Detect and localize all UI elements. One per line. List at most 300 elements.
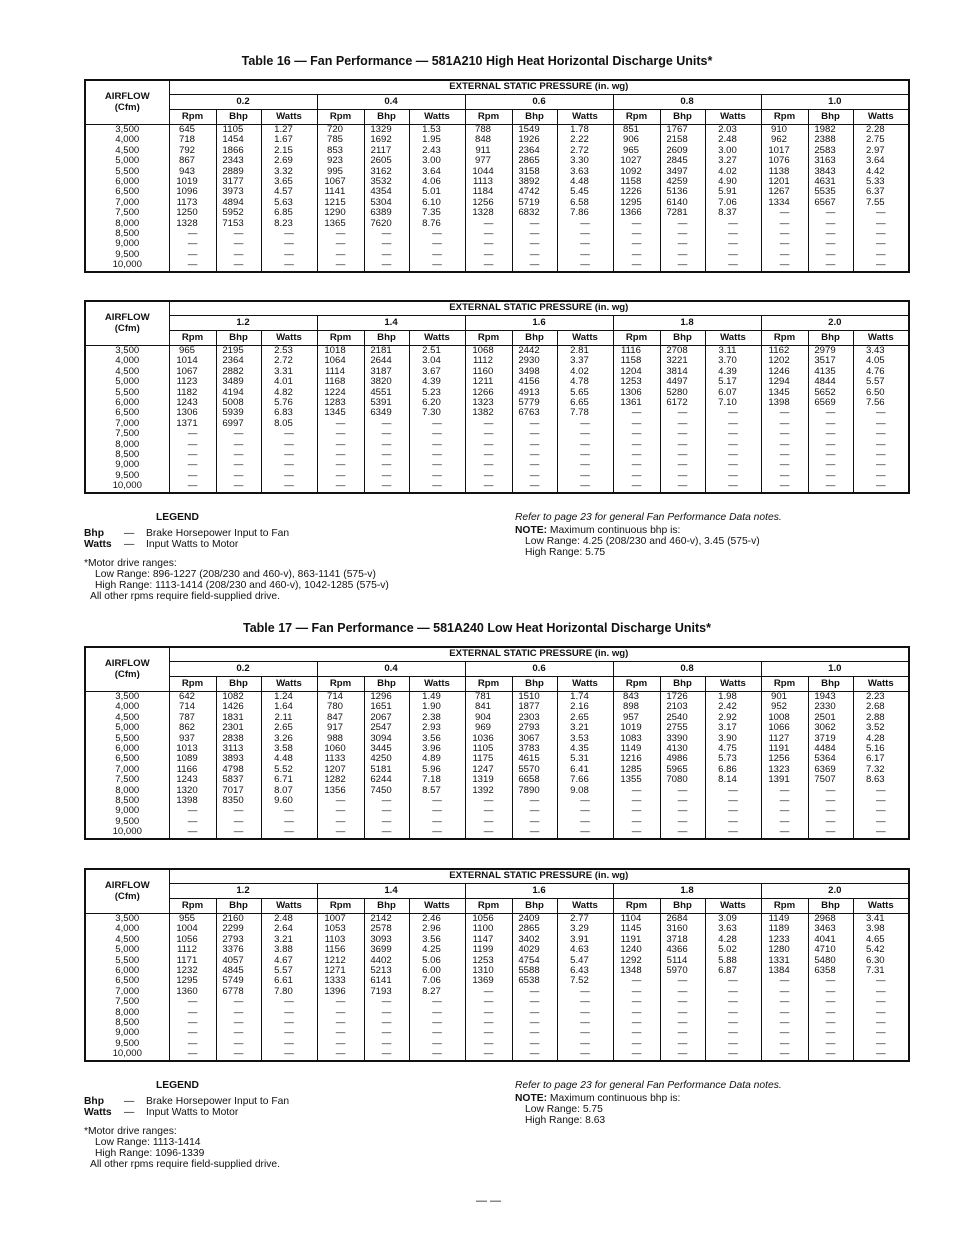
- data-cell: —: [853, 827, 909, 838]
- data-cell: 1982: [808, 125, 853, 136]
- column-header: Rpm: [761, 677, 808, 692]
- data-cell: 3517: [808, 356, 853, 366]
- data-cell: —: [317, 481, 364, 492]
- airflow-cell: 9,500: [115, 469, 140, 481]
- data-cell: —: [169, 817, 216, 827]
- data-cell: 901: [761, 692, 808, 703]
- data-cell: 1105: [465, 744, 512, 754]
- data-cell: 1280: [761, 945, 808, 955]
- data-cell: 3.37: [557, 356, 613, 366]
- pressure-header: 1.4: [317, 884, 465, 899]
- data-cell: 2838: [216, 734, 261, 744]
- data-cell: —: [364, 1028, 409, 1038]
- data-cell: —: [317, 440, 364, 450]
- data-cell: 1361: [613, 398, 660, 408]
- data-cell: 3.58: [261, 744, 317, 754]
- data-cell: —: [216, 481, 261, 492]
- data-cell: 1156: [317, 945, 364, 955]
- data-cell: 2609: [660, 146, 705, 156]
- data-cell: 4.05: [853, 356, 909, 366]
- data-cell: —: [409, 460, 465, 470]
- data-cell: 1067: [317, 177, 364, 187]
- pressure-header: 0.4: [317, 662, 465, 677]
- data-cell: 6997: [216, 419, 261, 429]
- data-cell: —: [613, 806, 660, 816]
- data-cell: 6.85: [261, 208, 317, 218]
- pressure-header: 1.0: [761, 662, 909, 677]
- data-cell: —: [409, 250, 465, 260]
- airflow-cell: 6,000: [115, 743, 140, 755]
- data-cell: —: [761, 460, 808, 470]
- data-cell: —: [613, 1039, 660, 1049]
- data-cell: 1149: [761, 914, 808, 925]
- data-cell: —: [216, 239, 261, 249]
- data-cell: —: [613, 987, 660, 997]
- data-cell: 4259: [660, 177, 705, 187]
- data-cell: —: [261, 440, 317, 450]
- data-cell: 988: [317, 734, 364, 744]
- data-cell: 1066: [761, 723, 808, 733]
- column-header: Rpm: [613, 677, 660, 692]
- data-cell: 7017: [216, 786, 261, 796]
- data-cell: —: [216, 260, 261, 271]
- data-cell: 1877: [512, 702, 557, 712]
- data-cell: 3.00: [705, 146, 761, 156]
- data-cell: 1141: [317, 187, 364, 197]
- airflow-cell: 7,000: [115, 985, 140, 997]
- data-cell: —: [557, 481, 613, 492]
- data-cell: —: [409, 440, 465, 450]
- data-cell: —: [317, 1008, 364, 1018]
- data-cell: —: [216, 1008, 261, 1018]
- pressure-header: 1.8: [613, 884, 761, 899]
- pressure-header: 1.6: [465, 316, 613, 331]
- data-cell: 7.18: [409, 775, 465, 785]
- data-cell: 962: [761, 135, 808, 145]
- data-cell: —: [761, 1049, 808, 1060]
- data-cell: —: [317, 471, 364, 481]
- data-cell: —: [557, 250, 613, 260]
- airflow-cell: 5,000: [115, 944, 140, 956]
- data-cell: 1160: [465, 367, 512, 377]
- data-cell: —: [169, 440, 216, 450]
- airflow-cell: 4,500: [115, 144, 140, 156]
- data-cell: —: [705, 471, 761, 481]
- data-cell: —: [557, 219, 613, 229]
- data-cell: 5280: [660, 388, 705, 398]
- data-cell: 1067: [169, 367, 216, 377]
- data-cell: —: [409, 827, 465, 838]
- airflow-header: [85, 647, 169, 692]
- data-cell: 3.63: [557, 167, 613, 177]
- airflow-cell: 9,000: [115, 238, 140, 250]
- data-cell: 7.32: [853, 765, 909, 775]
- data-cell: —: [705, 440, 761, 450]
- data-cell: 1211: [465, 377, 512, 387]
- data-cell: —: [409, 260, 465, 271]
- column-header: Rpm: [169, 110, 216, 125]
- data-cell: 1113: [465, 177, 512, 187]
- data-cell: —: [705, 786, 761, 796]
- data-cell: 2.75: [853, 135, 909, 145]
- data-cell: —: [761, 440, 808, 450]
- column-header: Watts: [261, 331, 317, 346]
- data-cell: —: [465, 239, 512, 249]
- data-cell: —: [761, 219, 808, 229]
- pressure-header: 0.2: [169, 662, 317, 677]
- data-cell: 2547: [364, 723, 409, 733]
- data-cell: 6538: [512, 976, 557, 986]
- data-cell: —: [705, 1028, 761, 1038]
- data-cell: 2.53: [261, 346, 317, 357]
- data-cell: 5.33: [853, 177, 909, 187]
- data-cell: 5.31: [557, 754, 613, 764]
- data-cell: —: [705, 827, 761, 838]
- data-cell: 4615: [512, 754, 557, 764]
- data-cell: 1127: [761, 734, 808, 744]
- data-cell: —: [261, 481, 317, 492]
- data-cell: —: [364, 806, 409, 816]
- data-cell: —: [660, 229, 705, 239]
- data-cell: 3158: [512, 167, 557, 177]
- data-cell: —: [364, 997, 409, 1007]
- data-cell: —: [409, 239, 465, 249]
- data-cell: —: [317, 460, 364, 470]
- data-cell: 5181: [364, 765, 409, 775]
- data-cell: 7.66: [557, 775, 613, 785]
- airflow-cell: 10,000: [112, 1048, 142, 1060]
- data-cell: —: [853, 997, 909, 1007]
- data-cell: —: [761, 408, 808, 418]
- data-cell: —: [216, 1049, 261, 1060]
- data-cell: —: [465, 1039, 512, 1049]
- data-cell: 5.88: [705, 956, 761, 966]
- legend: [84, 1080, 289, 1170]
- data-cell: 1329: [364, 125, 409, 136]
- data-cell: 2.23: [853, 692, 909, 703]
- data-cell: 3699: [364, 945, 409, 955]
- legend-abbr: Watts: [84, 1107, 112, 1118]
- data-cell: 2.77: [557, 914, 613, 925]
- data-cell: —: [261, 229, 317, 239]
- data-cell: —: [409, 429, 465, 439]
- data-cell: 7507: [808, 775, 853, 785]
- data-cell: —: [169, 260, 216, 271]
- data-cell: 1392: [465, 786, 512, 796]
- data-cell: —: [853, 408, 909, 418]
- data-cell: 1.90: [409, 702, 465, 712]
- data-cell: 1360: [169, 987, 216, 997]
- data-cell: 3.29: [557, 924, 613, 934]
- data-cell: 6172: [660, 398, 705, 408]
- data-cell: 1943: [808, 692, 853, 703]
- data-cell: —: [557, 440, 613, 450]
- data-cell: 5.45: [557, 187, 613, 197]
- data-cell: 4029: [512, 945, 557, 955]
- data-cell: —: [660, 450, 705, 460]
- data-cell: —: [465, 1028, 512, 1038]
- data-cell: 2.16: [557, 702, 613, 712]
- airflow-cell: 5,500: [115, 165, 140, 177]
- data-cell: —: [317, 419, 364, 429]
- data-cell: 2409: [512, 914, 557, 925]
- data-cell: —: [761, 450, 808, 460]
- data-cell: 4.39: [705, 367, 761, 377]
- data-cell: —: [808, 440, 853, 450]
- data-cell: 4354: [364, 187, 409, 197]
- data-cell: 5.16: [853, 744, 909, 754]
- data-cell: 6358: [808, 966, 853, 976]
- airflow-cell: 7,500: [115, 207, 140, 219]
- data-cell: —: [216, 460, 261, 470]
- note-text: Maximum continuous bhp is:: [549, 1093, 681, 1104]
- data-cell: —: [317, 827, 364, 838]
- column-header: Bhp: [512, 899, 557, 914]
- data-cell: 6.20: [409, 398, 465, 408]
- data-cell: 3187: [364, 367, 409, 377]
- data-cell: —: [808, 460, 853, 470]
- column-header: Watts: [705, 110, 761, 125]
- data-cell: 1014: [169, 356, 216, 366]
- data-cell: 7.86: [557, 208, 613, 218]
- data-cell: 6763: [512, 408, 557, 418]
- data-cell: 969: [465, 723, 512, 733]
- notes: [515, 512, 782, 558]
- airflow-unit: (Cfm): [114, 890, 140, 902]
- column-header: Watts: [409, 677, 465, 692]
- data-cell: 3.91: [557, 935, 613, 945]
- data-cell: —: [853, 208, 909, 218]
- data-cell: —: [216, 997, 261, 1007]
- data-cell: —: [512, 1049, 557, 1060]
- column-header: Bhp: [216, 331, 261, 346]
- data-cell: —: [761, 827, 808, 838]
- data-cell: 2.72: [261, 356, 317, 366]
- data-cell: —: [261, 1008, 317, 1018]
- data-cell: —: [465, 806, 512, 816]
- pressure-header: 1.4: [317, 316, 465, 331]
- data-cell: —: [808, 219, 853, 229]
- data-cell: —: [557, 796, 613, 806]
- airflow-cell: 6,500: [115, 186, 140, 198]
- data-cell: —: [557, 450, 613, 460]
- data-cell: 965: [613, 146, 660, 156]
- data-cell: 4250: [364, 754, 409, 764]
- data-cell: 1290: [317, 208, 364, 218]
- data-cell: 8.57: [409, 786, 465, 796]
- data-cell: —: [853, 806, 909, 816]
- data-cell: —: [808, 429, 853, 439]
- table-row: [85, 260, 909, 271]
- data-cell: —: [557, 471, 613, 481]
- data-cell: 2540: [660, 713, 705, 723]
- column-header: Watts: [853, 899, 909, 914]
- data-cell: 3.56: [409, 935, 465, 945]
- data-cell: 6.87: [705, 966, 761, 976]
- data-cell: 4.25: [409, 945, 465, 955]
- column-header: Bhp: [512, 110, 557, 125]
- data-cell: 4.01: [261, 377, 317, 387]
- airflow-cell: 4,000: [115, 701, 140, 713]
- data-cell: 1320: [169, 786, 216, 796]
- data-cell: 2845: [660, 156, 705, 166]
- data-cell: 1282: [317, 775, 364, 785]
- data-cell: —: [613, 471, 660, 481]
- data-cell: 8.14: [705, 775, 761, 785]
- data-cell: 1726: [660, 692, 705, 703]
- data-cell: 1189: [761, 924, 808, 934]
- column-header: Rpm: [317, 677, 364, 692]
- data-cell: —: [705, 460, 761, 470]
- data-cell: 6567: [808, 198, 853, 208]
- data-cell: —: [853, 239, 909, 249]
- column-header: Bhp: [660, 110, 705, 125]
- notes-reference: Refer to page 23 for general Fan Performance Data notes.: [515, 512, 782, 523]
- data-cell: 4366: [660, 945, 705, 955]
- data-cell: —: [364, 1018, 409, 1028]
- data-cell: —: [317, 1028, 364, 1038]
- data-cell: 1182: [169, 388, 216, 398]
- data-cell: —: [853, 817, 909, 827]
- airflow-cell: 8,500: [115, 1017, 140, 1029]
- data-cell: 4.90: [705, 177, 761, 187]
- data-cell: 7153: [216, 219, 261, 229]
- data-cell: —: [705, 408, 761, 418]
- data-cell: 2.97: [853, 146, 909, 156]
- data-cell: —: [705, 419, 761, 429]
- data-cell: —: [761, 817, 808, 827]
- data-cell: —: [761, 471, 808, 481]
- data-cell: —: [613, 260, 660, 271]
- column-header: Watts: [557, 677, 613, 692]
- data-cell: 3376: [216, 945, 261, 955]
- data-cell: 5.57: [261, 966, 317, 976]
- data-cell: 1285: [613, 765, 660, 775]
- column-header: Rpm: [465, 899, 512, 914]
- airflow-cell: 5,500: [115, 386, 140, 398]
- data-cell: 5.65: [557, 388, 613, 398]
- data-cell: —: [169, 471, 216, 481]
- data-cell: 5779: [512, 398, 557, 408]
- data-cell: —: [512, 219, 557, 229]
- data-cell: —: [660, 796, 705, 806]
- data-cell: 957: [613, 713, 660, 723]
- column-header: Watts: [705, 331, 761, 346]
- data-cell: 2.69: [261, 156, 317, 166]
- data-cell: 1100: [465, 924, 512, 934]
- footnote-line: All other rpms require field-supplied drive.: [90, 591, 281, 602]
- data-cell: —: [512, 429, 557, 439]
- data-cell: 923: [317, 156, 364, 166]
- data-cell: 3532: [364, 177, 409, 187]
- data-cell: —: [808, 239, 853, 249]
- data-cell: —: [705, 1049, 761, 1060]
- data-cell: —: [261, 260, 317, 271]
- data-cell: 7193: [364, 987, 409, 997]
- data-cell: 3062: [808, 723, 853, 733]
- data-cell: 2.28: [853, 125, 909, 136]
- data-cell: —: [613, 786, 660, 796]
- data-cell: 5480: [808, 956, 853, 966]
- data-cell: —: [364, 260, 409, 271]
- data-cell: 1104: [613, 914, 660, 925]
- column-header: Bhp: [808, 110, 853, 125]
- data-cell: —: [613, 1008, 660, 1018]
- legend-abbr: Watts: [84, 539, 112, 550]
- data-cell: 1064: [317, 356, 364, 366]
- data-cell: 5304: [364, 198, 409, 208]
- data-cell: 2583: [808, 146, 853, 156]
- data-cell: 3445: [364, 744, 409, 754]
- data-cell: 2.81: [557, 346, 613, 357]
- data-cell: —: [512, 419, 557, 429]
- data-cell: 1082: [216, 692, 261, 703]
- data-cell: 2.48: [705, 135, 761, 145]
- data-cell: —: [465, 450, 512, 460]
- data-cell: 7450: [364, 786, 409, 796]
- airflow-cell: 9,500: [115, 1037, 140, 1049]
- data-cell: 3113: [216, 744, 261, 754]
- data-cell: —: [317, 239, 364, 249]
- data-cell: 7.30: [409, 408, 465, 418]
- data-cell: 1.53: [409, 125, 465, 136]
- data-cell: 6.43: [557, 966, 613, 976]
- data-cell: —: [512, 997, 557, 1007]
- data-cell: —: [317, 817, 364, 827]
- data-cell: —: [261, 429, 317, 439]
- data-cell: 2.11: [261, 713, 317, 723]
- data-cell: 1168: [317, 377, 364, 387]
- data-cell: 1145: [613, 924, 660, 934]
- airflow-cell: 4,000: [115, 355, 140, 367]
- footnote-line: High Range: 1096-1339: [95, 1148, 205, 1159]
- data-cell: —: [512, 796, 557, 806]
- data-cell: —: [261, 250, 317, 260]
- data-cell: —: [465, 229, 512, 239]
- data-cell: 4497: [660, 377, 705, 387]
- data-cell: 1328: [169, 219, 216, 229]
- data-cell: 2968: [808, 914, 853, 925]
- data-cell: —: [465, 219, 512, 229]
- data-cell: —: [317, 429, 364, 439]
- data-cell: 917: [317, 723, 364, 733]
- data-cell: 3463: [808, 924, 853, 934]
- data-cell: 6658: [512, 775, 557, 785]
- airflow-cell: 6,500: [115, 753, 140, 765]
- data-cell: 6.83: [261, 408, 317, 418]
- data-cell: 3.53: [557, 734, 613, 744]
- data-cell: 6.71: [261, 775, 317, 785]
- footnote-line: *Motor drive ranges:: [84, 558, 177, 569]
- column-header: Bhp: [216, 110, 261, 125]
- footnote-line: Low Range: 896-1227 (208/230 and 460-v), 863-1141 (575-v): [95, 569, 376, 580]
- data-cell: 2865: [512, 156, 557, 166]
- data-cell: —: [660, 1028, 705, 1038]
- data-cell: —: [808, 976, 853, 986]
- data-cell: 1.78: [557, 125, 613, 136]
- note-line: High Range: 8.63: [525, 1115, 606, 1126]
- data-cell: —: [512, 239, 557, 249]
- data-cell: —: [317, 1039, 364, 1049]
- data-cell: 2605: [364, 156, 409, 166]
- data-cell: 5.57: [853, 377, 909, 387]
- data-cell: —: [216, 471, 261, 481]
- legend-abbr: Bhp: [84, 528, 105, 539]
- data-cell: 952: [761, 702, 808, 712]
- data-cell: 2.65: [557, 713, 613, 723]
- data-cell: 848: [465, 135, 512, 145]
- data-cell: 1767: [660, 125, 705, 136]
